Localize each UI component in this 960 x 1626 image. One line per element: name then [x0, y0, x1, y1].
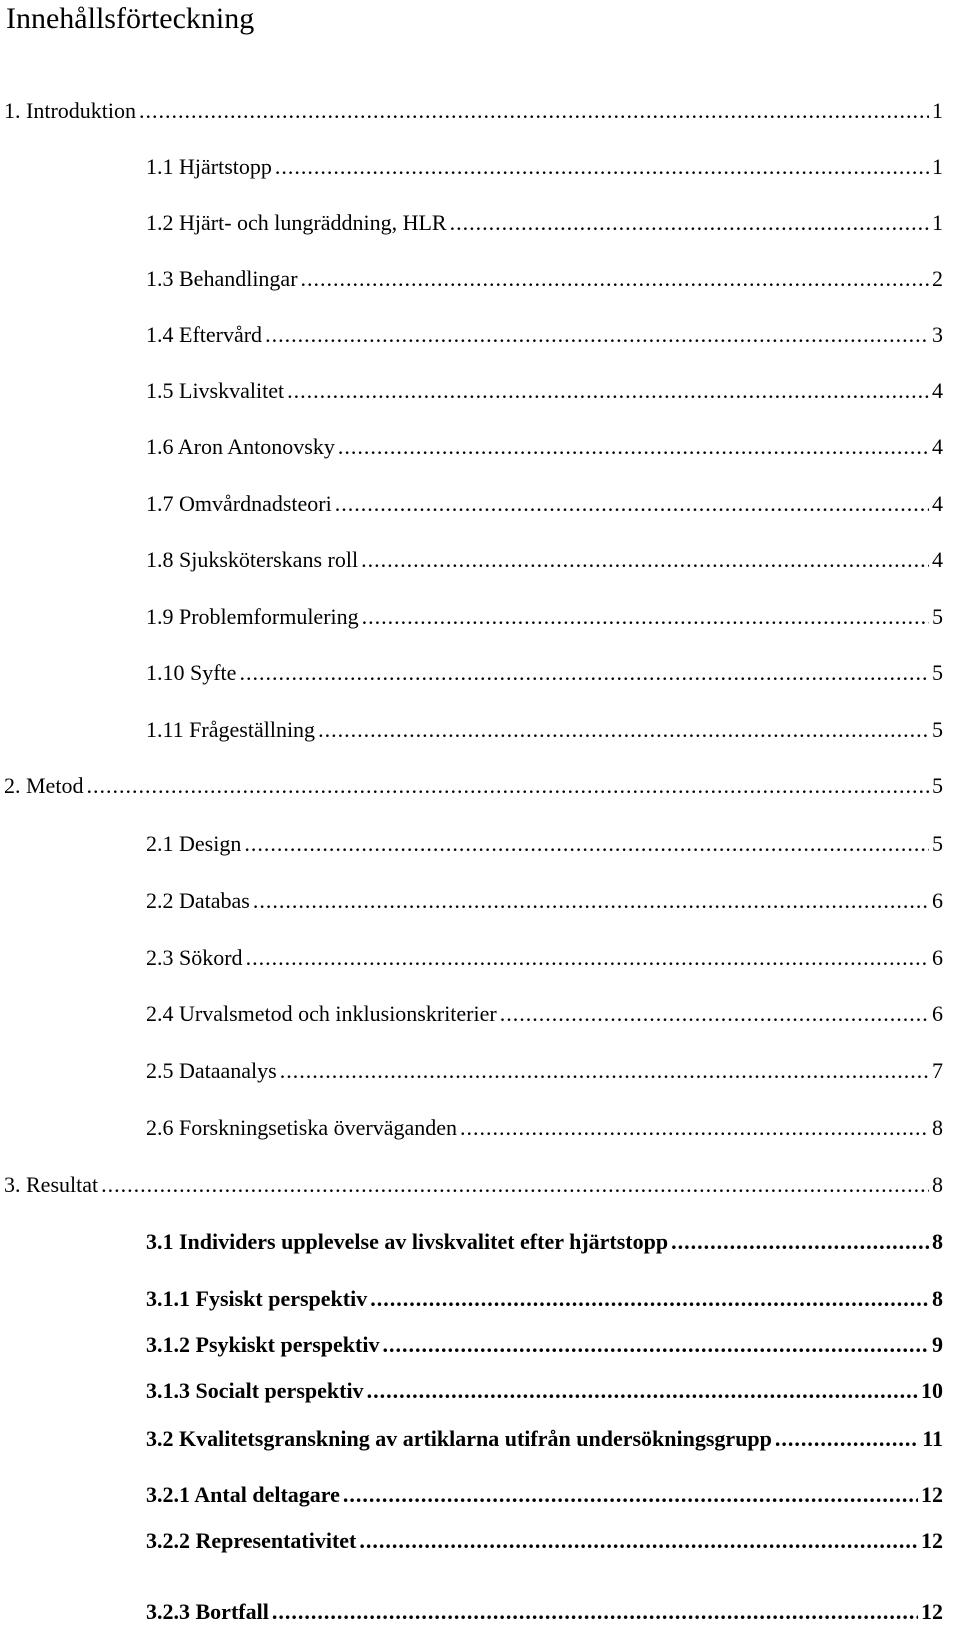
- toc-dot-leader: [239, 659, 929, 687]
- toc-entry-text: 3. Resultat: [4, 1172, 99, 1197]
- toc-entry-text: 2.5 Dataanalys: [146, 1058, 277, 1083]
- toc-dot-leader: [500, 1000, 929, 1028]
- toc-page-number: 1: [932, 210, 943, 235]
- toc-dot-leader: [671, 1228, 929, 1256]
- toc-entry-text: 1.2 Hjärt- och lungräddning, HLR: [146, 210, 447, 235]
- toc-page-number: 3: [932, 322, 943, 347]
- toc-dot-leader: [139, 97, 929, 125]
- toc-dot-leader: [343, 1481, 918, 1509]
- toc-entry-text: 1.3 Behandlingar: [146, 266, 298, 291]
- toc-entry-socialt-perspektiv[interactable]: [146, 1377, 943, 1405]
- toc-entry-fragestallning[interactable]: [146, 716, 943, 744]
- toc-page-number: 6: [932, 888, 943, 913]
- toc-page-number: 4: [932, 547, 943, 572]
- toc-entry-text: 3.1.1 Fysiskt perspektiv: [146, 1286, 368, 1311]
- toc-entry-individers-upplevelse[interactable]: [146, 1228, 943, 1256]
- toc-entry-text: 3.2.3 Bortfall: [146, 1599, 269, 1624]
- toc-page-number: 5: [932, 660, 943, 685]
- toc-entry-kvalitetsgranskning[interactable]: [146, 1425, 943, 1453]
- toc-entry-representativitet[interactable]: [146, 1527, 943, 1555]
- toc-dot-leader: [287, 377, 929, 405]
- toc-dot-leader: [338, 433, 929, 461]
- toc-page-number: 8: [932, 1172, 943, 1197]
- toc-entry-text: 1.11 Frågeställning: [146, 717, 316, 742]
- toc-dot-leader: [335, 490, 929, 518]
- toc-dot-leader: [450, 209, 929, 237]
- toc-entry-text: 3.1 Individers upplevelse av livskvalitet efter hjärtstopp: [146, 1229, 669, 1254]
- toc-entry-syfte[interactable]: [146, 659, 943, 687]
- toc-entry-antal-deltagare[interactable]: [146, 1481, 943, 1509]
- toc-page-number: 5: [932, 773, 943, 798]
- toc-page-number: 11: [922, 1426, 943, 1451]
- toc-page-number: 5: [932, 831, 943, 856]
- toc-entry-text: 2. Metod: [4, 773, 84, 798]
- toc-entry-introduktion[interactable]: [4, 97, 943, 125]
- toc-entry-text: 1.4 Eftervård: [146, 322, 263, 347]
- toc-page-number: 1: [932, 98, 943, 123]
- toc-entry-livskvalitet[interactable]: [146, 377, 943, 405]
- toc-dot-leader: [244, 830, 929, 858]
- toc-entry-text: 3.2 Kvalitetsgranskning av artiklarna utifrån undersökningsgrupp: [146, 1426, 772, 1451]
- toc-dot-leader: [775, 1425, 919, 1453]
- toc-dot-leader: [253, 887, 929, 915]
- toc-entry-text: 1.6 Aron Antonovsky: [146, 434, 335, 459]
- toc-dot-leader: [301, 265, 929, 293]
- toc-entry-hlr[interactable]: [146, 209, 943, 237]
- toc-entry-dataanalys[interactable]: [146, 1057, 943, 1085]
- toc-dot-leader: [280, 1057, 929, 1085]
- page-title: Innehållsförteckning: [6, 2, 255, 35]
- toc-page-number: 2: [932, 266, 943, 291]
- toc-page-number: 4: [932, 491, 943, 516]
- toc-dot-leader: [460, 1114, 929, 1142]
- toc-entry-text: 2.6 Forskningsetiska överväganden: [146, 1115, 457, 1140]
- toc-dot-leader: [367, 1377, 918, 1405]
- toc-entry-text: 3.2.1 Antal deltagare: [146, 1482, 340, 1507]
- toc-page-number: 4: [932, 378, 943, 403]
- toc-dot-leader: [101, 1171, 929, 1199]
- toc-entry-hjartstopp[interactable]: [146, 153, 943, 181]
- toc-page-number: 5: [932, 717, 943, 742]
- toc-entry-text: 3.1.2 Psykiskt perspektiv: [146, 1332, 380, 1357]
- toc-dot-leader: [275, 153, 929, 181]
- toc-entry-metod[interactable]: [4, 772, 943, 800]
- toc-dot-leader: [265, 321, 929, 349]
- toc-entry-problemformulering[interactable]: [146, 603, 943, 631]
- toc-entry-text: 2.4 Urvalsmetod och inklusionskriterier: [146, 1001, 497, 1026]
- toc-page-number: 8: [932, 1229, 943, 1254]
- toc-page-number: 5: [932, 604, 943, 629]
- toc-dot-leader: [359, 1527, 918, 1555]
- toc-page-number: 8: [932, 1115, 943, 1140]
- toc-page-number: 10: [921, 1378, 943, 1403]
- toc-entry-text: 1.7 Omvårdnadsteori: [146, 491, 332, 516]
- toc-entry-text: 3.1.3 Socialt perspektiv: [146, 1378, 364, 1403]
- toc-page-number: 1: [932, 154, 943, 179]
- toc-entry-resultat[interactable]: [4, 1171, 943, 1199]
- toc-page-number: 12: [921, 1599, 943, 1624]
- toc-entry-text: 3.2.2 Representativitet: [146, 1528, 357, 1553]
- toc-entry-psykiskt-perspektiv[interactable]: [146, 1331, 943, 1359]
- toc-entry-text: 2.1 Design: [146, 831, 242, 856]
- toc-dot-leader: [318, 716, 929, 744]
- toc-dot-leader: [382, 1331, 929, 1359]
- toc-page-number: 12: [921, 1528, 943, 1553]
- toc-page-number: 4: [932, 434, 943, 459]
- toc-entry-omvardnadsteori[interactable]: [146, 490, 943, 518]
- toc-entry-aron-antonovsky[interactable]: [146, 433, 943, 461]
- toc-entry-fysiskt-perspektiv[interactable]: [146, 1285, 943, 1313]
- toc-entry-text: 1.10 Syfte: [146, 660, 237, 685]
- toc-page-number: 12: [921, 1482, 943, 1507]
- toc-entry-sjukskoterskans-roll[interactable]: [146, 546, 943, 574]
- toc-page-number: 6: [932, 1001, 943, 1026]
- toc-entry-urvalsmetod[interactable]: [146, 1000, 943, 1028]
- toc-dot-leader: [361, 546, 929, 574]
- toc-entry-design[interactable]: [146, 830, 943, 858]
- toc-dot-leader: [362, 603, 929, 631]
- toc-entry-forskningsetiska[interactable]: [146, 1114, 943, 1142]
- toc-entry-sokord[interactable]: [146, 944, 943, 972]
- toc-dot-leader: [370, 1285, 929, 1313]
- toc-page-number: 8: [932, 1286, 943, 1311]
- toc-entry-eftervard[interactable]: [146, 321, 943, 349]
- toc-dot-leader: [86, 772, 929, 800]
- toc-page-number: 6: [932, 945, 943, 970]
- toc-entry-text: 1.9 Problemformulering: [146, 604, 359, 629]
- toc-entry-text: 1.8 Sjuksköterskans roll: [146, 547, 359, 572]
- toc-entry-text: 1. Introduktion: [4, 98, 136, 123]
- toc-entry-text: 1.5 Livskvalitet: [146, 378, 285, 403]
- toc-entry-text: 2.2 Databas: [146, 888, 250, 913]
- toc-entry-behandlingar[interactable]: [146, 265, 943, 293]
- toc-dot-leader: [246, 944, 929, 972]
- toc-page-number: 7: [932, 1058, 943, 1083]
- toc-entry-databas[interactable]: [146, 887, 943, 915]
- toc-entry-text: 2.3 Sökord: [146, 945, 243, 970]
- toc-entry-text: 1.1 Hjärtstopp: [146, 154, 272, 179]
- toc-page-number: 9: [932, 1332, 943, 1357]
